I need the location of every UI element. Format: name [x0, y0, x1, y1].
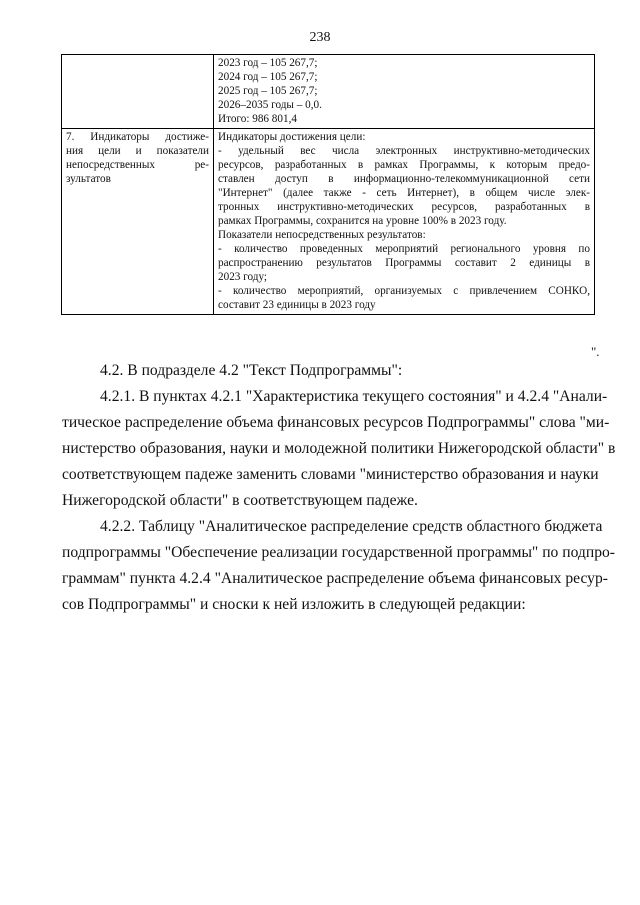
- indicator-line: ресурсов, разработанных в рамках Программы, к которым предо-: [218, 159, 590, 171]
- indicator-line: рамках Программы, сохранится на уровне 100% в 2023 году.: [218, 215, 507, 227]
- paragraph-line: 4.2. В подразделе 4.2 "Текст Подпрограммы":: [100, 362, 403, 379]
- funding-line: 2023 год – 105 267,7;: [218, 57, 318, 69]
- paragraph-line: граммам" пункта 4.2.4 "Аналитическое распределение объема финансовых ресур-: [62, 570, 608, 587]
- paragraph-4-2: [62, 358, 594, 384]
- paragraph-4-2-2: [62, 514, 615, 618]
- program-passport-table: [61, 54, 595, 315]
- paragraph-line: соответствующем падеже заменить словами "министерство образования и науки: [62, 466, 599, 483]
- indicator-line: ставлен доступ в информационно-телекоммуникационной сети: [218, 173, 590, 185]
- paragraph-line: 4.2.1. В пунктах 4.2.1 "Характеристика текущего состояния" и 4.2.4 "Анали-: [100, 388, 608, 405]
- indicators-content-cell: [214, 129, 595, 315]
- paragraph-line: Нижегородской области" в соответствующем падеже.: [62, 492, 418, 509]
- paragraph-line: сов Подпрограммы" и сноски к ней изложить в следующей редакции:: [62, 596, 526, 613]
- funding-total: Итого: 986 801,4: [218, 113, 297, 125]
- indicator-line: "Интернет" (далее также - сеть Интернет), в общем числе элек-: [218, 187, 590, 199]
- heading-line: ния цели и показатели: [66, 145, 209, 157]
- table-cell-empty: [62, 55, 214, 129]
- paragraph-4-2-1: [62, 384, 616, 514]
- heading-line: непосредственных ре-: [66, 159, 209, 171]
- results-subheading: Показатели непосредственных результатов:: [218, 229, 426, 241]
- funding-line: 2026–2035 годы – 0,0.: [218, 99, 322, 111]
- page-number: 238: [309, 30, 331, 45]
- heading-line: 7. Индикаторы достиже-: [66, 131, 209, 143]
- result-line: составит 23 единицы в 2023 году: [218, 299, 376, 311]
- funding-line: 2024 год – 105 267,7;: [218, 71, 318, 83]
- result-line: распространению результатов Программы составит 2 единицы в: [218, 257, 590, 269]
- paragraph-line: нистерство образования, науки и молодежной политики Нижегородской области" в: [62, 440, 616, 457]
- result-line: - количество проведенных мероприятий регионального уровня по: [218, 243, 590, 255]
- paragraph-line: подпрограммы "Обеспечение реализации государственной программы" по подпро-: [62, 544, 615, 561]
- paragraph-line: тическое распределение объема финансовых ресурсов Подпрограммы" слова "ми-: [62, 414, 610, 431]
- result-line: 2023 году;: [218, 271, 267, 283]
- heading-line: зультатов: [66, 173, 111, 185]
- indicators-subheading: Индикаторы достижения цели:: [218, 131, 366, 143]
- result-line: - количество мероприятий, организуемых с привлечением СОНКО,: [218, 285, 590, 297]
- table-row-indicators: [62, 129, 595, 315]
- closing-quote: ".: [591, 344, 600, 359]
- funding-line: 2025 год – 105 267,7;: [218, 85, 318, 97]
- table-row-funding: [62, 55, 595, 129]
- indicator-line: тронных инструктивно-методических ресурсов, разработанных в: [218, 201, 590, 213]
- indicators-heading-cell: [62, 129, 214, 315]
- indicator-line: - удельный вес числа электронных инструктивно-методических: [218, 145, 590, 157]
- paragraph-line: 4.2.2. Таблицу "Аналитическое распределение средств областного бюджета: [100, 518, 603, 535]
- funding-by-year-cell: [214, 55, 595, 129]
